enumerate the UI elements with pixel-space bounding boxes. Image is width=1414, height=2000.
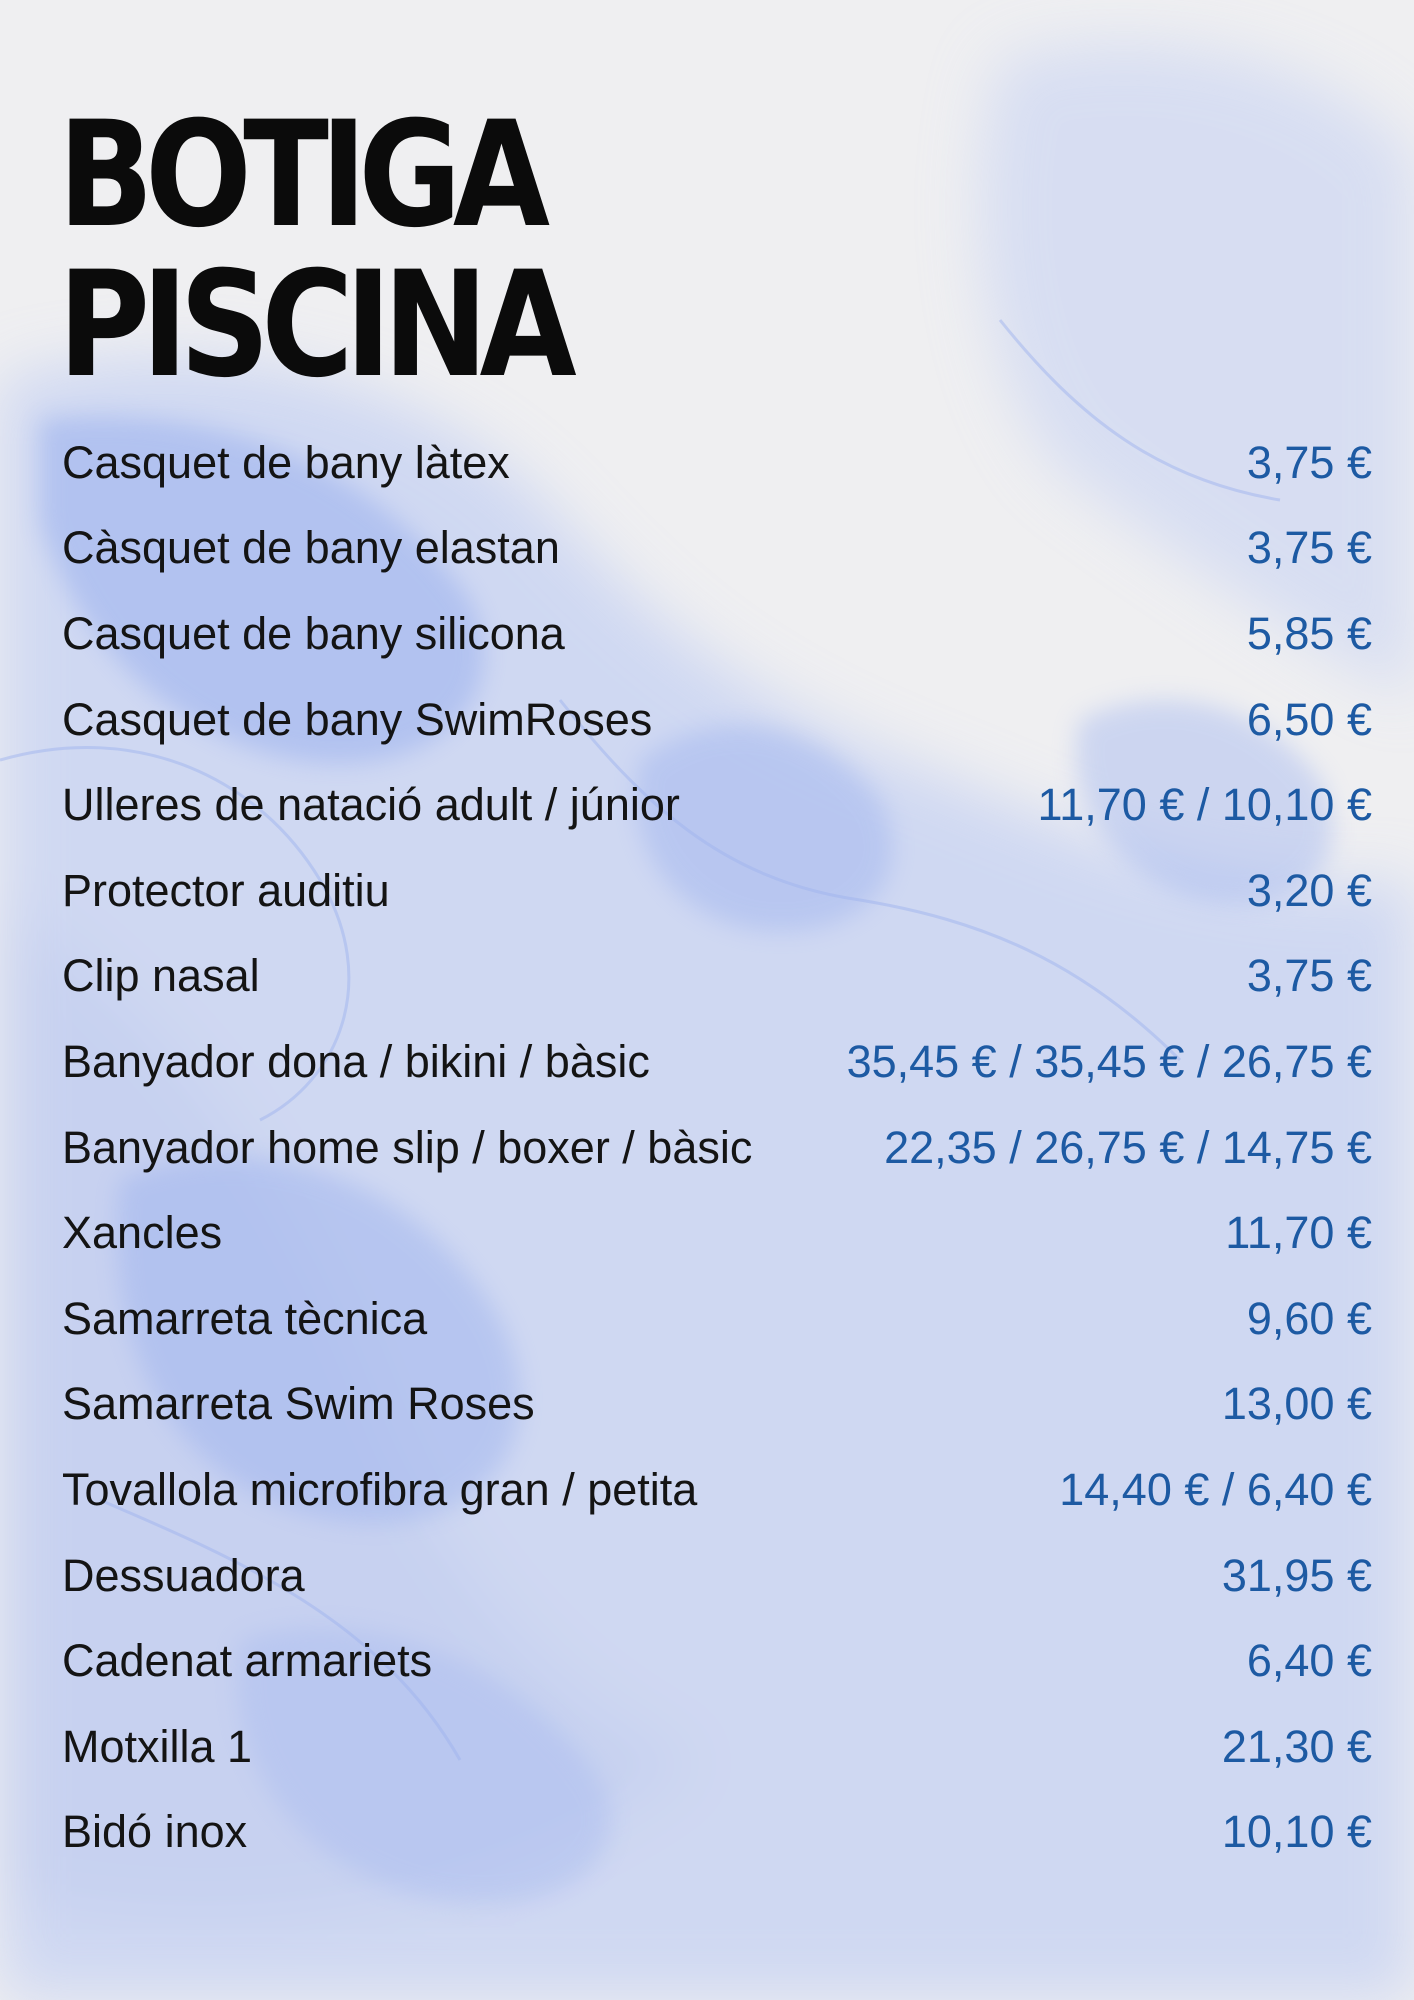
- list-item: [62, 1362, 1372, 1448]
- item-price: 5,85 €: [1246, 607, 1372, 659]
- list-item: [62, 1105, 1372, 1191]
- item-price: 3,75 €: [1246, 436, 1372, 488]
- price-list: [62, 420, 1372, 1875]
- item-price: 22,35 / 26,75 € / 14,75 €: [884, 1121, 1372, 1173]
- item-price: 3,75 €: [1246, 522, 1372, 574]
- item-name: Tovallola microfibra gran / petita: [62, 1463, 698, 1515]
- list-item: [62, 762, 1372, 848]
- title-line-2: PISCINA: [58, 240, 569, 410]
- item-name: Casquet de bany SwimRoses: [62, 693, 653, 745]
- item-name: Motxilla 1: [62, 1720, 253, 1772]
- title-line-1: BOTIGA: [58, 90, 542, 260]
- list-item: [62, 506, 1372, 592]
- item-price: 14,40 € / 6,40 €: [1059, 1463, 1372, 1515]
- item-name: Xancles: [62, 1207, 223, 1259]
- list-item: [62, 677, 1372, 763]
- list-item: [62, 1618, 1372, 1704]
- item-price: 6,50 €: [1246, 693, 1372, 745]
- item-name: Banyador dona / bikini / bàsic: [62, 1035, 650, 1087]
- item-name: Protector auditiu: [62, 864, 390, 916]
- item-price: 3,75 €: [1246, 950, 1372, 1002]
- item-price: 35,45 € / 35,45 € / 26,75 €: [846, 1035, 1372, 1087]
- item-name: Banyador home slip / boxer / bàsic: [62, 1121, 753, 1173]
- item-price: 3,20 €: [1246, 864, 1372, 916]
- item-price: 21,30 €: [1221, 1720, 1372, 1772]
- list-item: [62, 591, 1372, 677]
- item-price: 10,10 €: [1221, 1806, 1372, 1858]
- list-item: [62, 1190, 1372, 1276]
- item-name: Dessuadora: [62, 1549, 305, 1601]
- item-name: Bidó inox: [62, 1806, 248, 1858]
- item-name: Casquet de bany làtex: [62, 436, 510, 488]
- item-price: 9,60 €: [1246, 1292, 1372, 1344]
- item-name: Samarreta tècnica: [62, 1292, 428, 1344]
- item-price: 6,40 €: [1246, 1635, 1372, 1687]
- item-name: Ulleres de natació adult / júnior: [62, 779, 680, 831]
- item-name: Càsquet de bany elastan: [62, 522, 560, 574]
- list-item: [62, 1790, 1372, 1876]
- item-name: Clip nasal: [62, 950, 260, 1002]
- item-name: Casquet de bany silicona: [62, 607, 565, 659]
- list-item: [62, 420, 1372, 506]
- item-name: Samarreta Swim Roses: [62, 1378, 535, 1430]
- list-item: [62, 1533, 1372, 1619]
- list-item: [62, 1276, 1372, 1362]
- item-price: 11,70 € / 10,10 €: [1037, 779, 1372, 831]
- item-price: 13,00 €: [1221, 1378, 1372, 1430]
- list-item: [62, 934, 1372, 1020]
- page-title: [58, 90, 569, 410]
- item-price: 31,95 €: [1221, 1549, 1372, 1601]
- item-name: Cadenat armariets: [62, 1635, 433, 1687]
- list-item: [62, 1019, 1372, 1105]
- list-item: [62, 1704, 1372, 1790]
- item-price: 11,70 €: [1225, 1207, 1372, 1259]
- list-item: [62, 1447, 1372, 1533]
- list-item: [62, 848, 1372, 934]
